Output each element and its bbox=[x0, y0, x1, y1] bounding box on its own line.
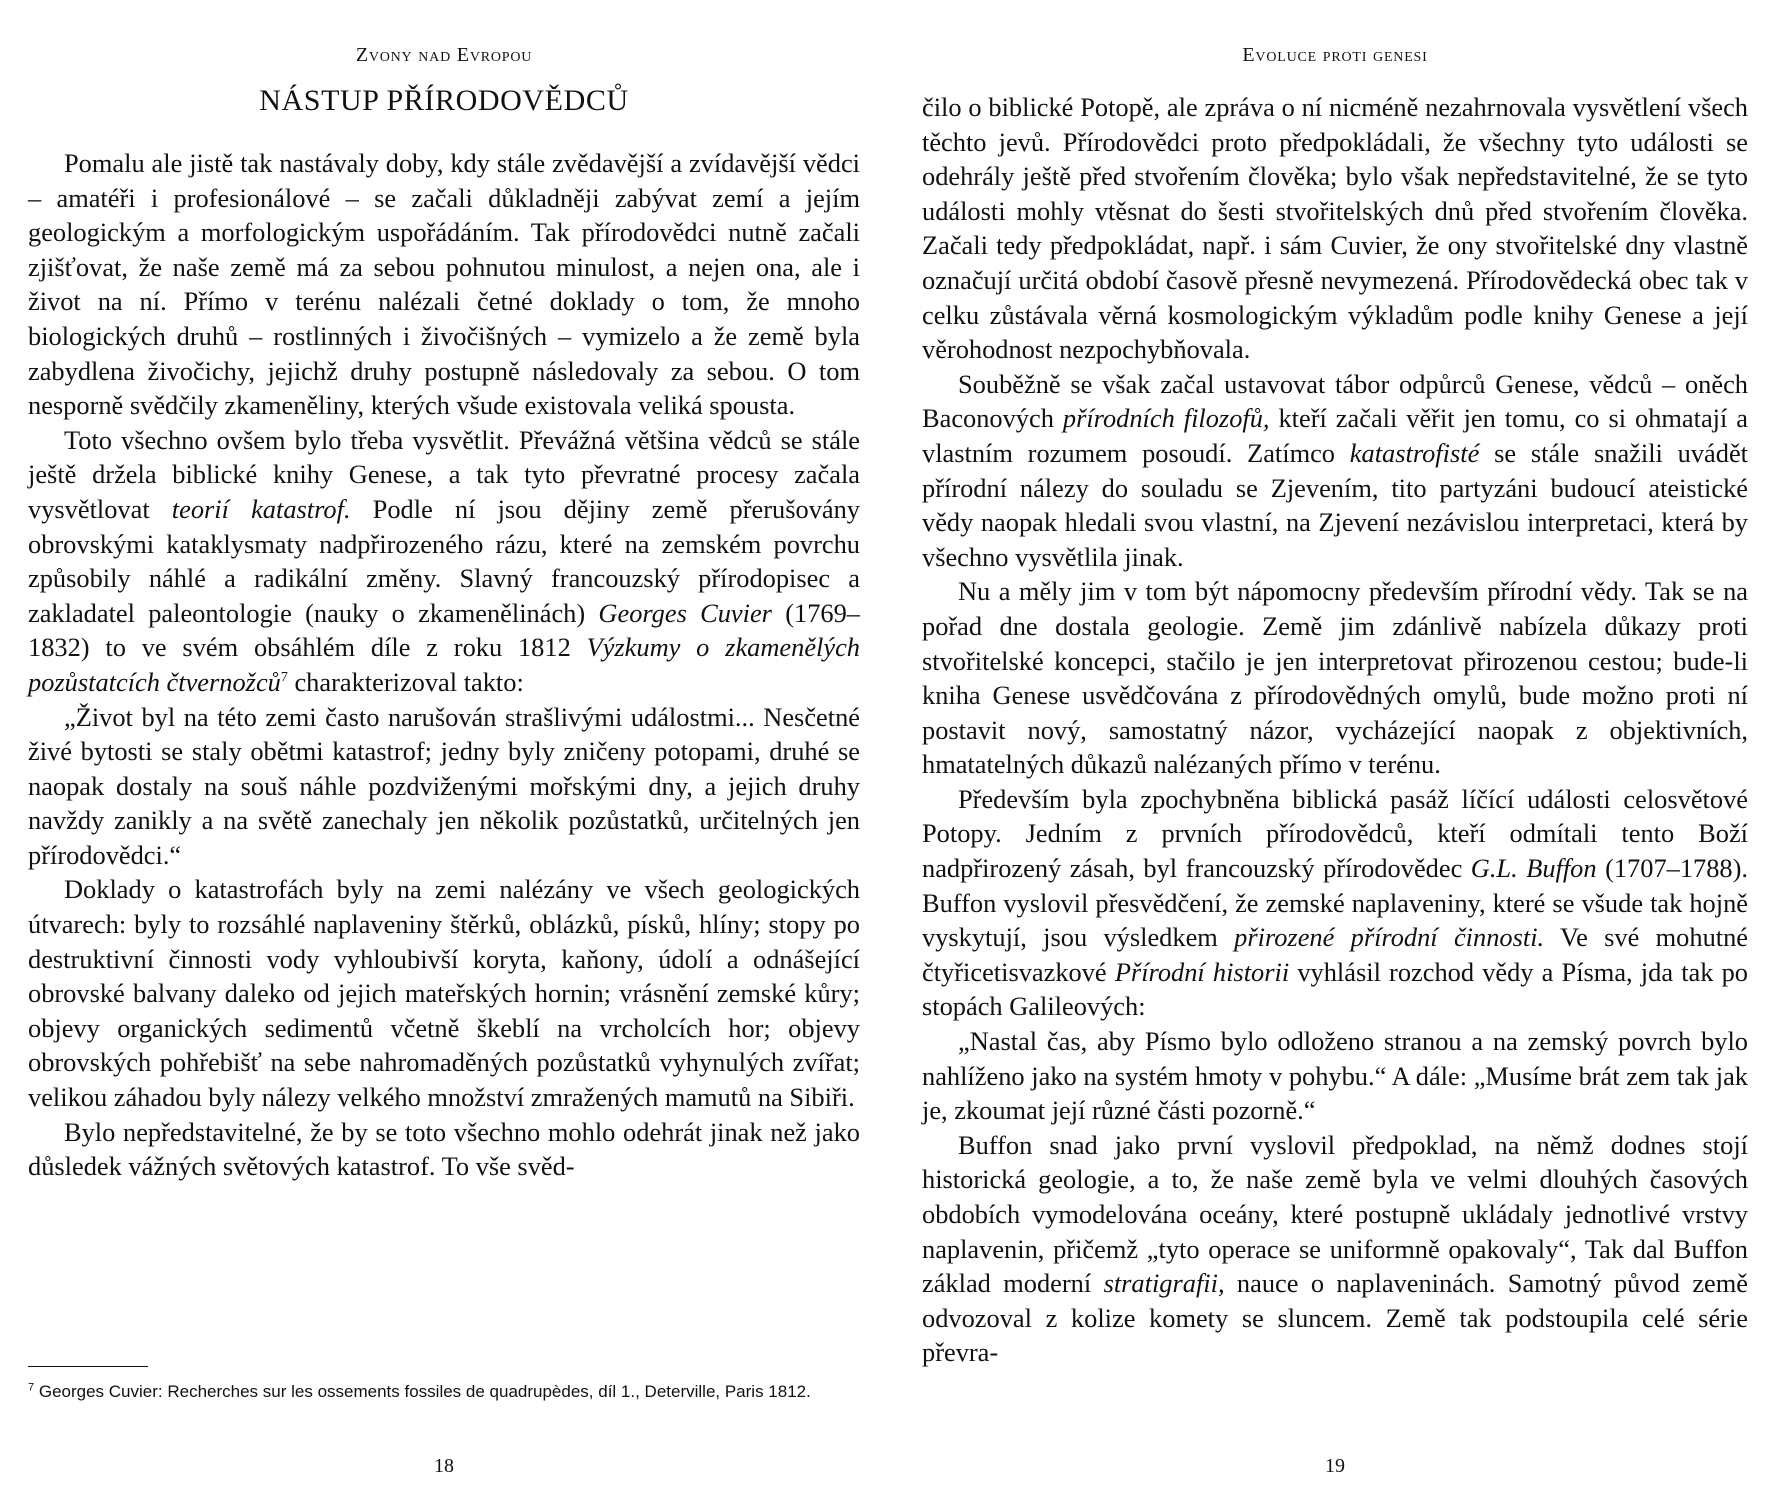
paragraph: Především byla zpochybněna biblická pasáž líčící události celosvětové Potopy. Jedním z prvních přírodovědců, kteří odmítali tento Boží nadpřirozený zásah, byl francouzský přírodovědec G.L. Buffon (1707–1788). Buffon vyslovil přesvědčení, že zemské naplaveniny, které se všude tak hojně vyskytují, jsou výsledkem přirozené přírodní činnosti. Ve své mohutné čtyřicetisvazkové Přírodní historii vyhlásil rozchod vědy a Písma, jda tak po stopách Galileových: bbox=[922, 783, 1749, 1022]
paragraph-continued: čilo o biblické Potopě, ale zpráva o ní nicméně nezahrnovala vysvětlení všech těchto jevů. Přírodovědci proto předpokládali, že všechny tyto události se odehrály ještě před stvořením člověka; bylo však nepředstavitelné, že se tyto události mohly vtěsnat do šesti stvořitelských dnů před stvořením člověka. Začali tedy předpokládat, např. i sám Cuvier, že ony stvořitelské dny vlastně označují určitá období časově přesně nevymezená. Přírodovědecká obec tak v celku zůstávala věrná kosmologickým výkladům podle knihy Genese a její věrohodnost nezpochybňovala. bbox=[922, 92, 1748, 365]
footnote-divider bbox=[28, 1366, 148, 1367]
body-text bbox=[28, 146, 860, 1184]
chapter-title: NÁSTUP PŘÍRODOVĚDCŮ bbox=[259, 84, 629, 117]
paragraph: Pomalu ale jistě tak nastávaly doby, kdy stále zvědavější a zvídavější vědci – amatéři i profesionálové – se začali důkladněji zabývat zemí a jejím geologickým a morfologickým uspořádáním. Tak přírodovědci nutně začali zjišťovat, že naše země má za sebou pohnutou minulost, a nejen ona, ale i život na ní. Přímo v terénu nalézali četné doklady o tom, že mnoho biologických druhů – rostlinných i živočišných – vymizelo a že země byla zabydlena živočichy, jejichž druhy postupně následovaly za sebou. O tom nesporně svědčily zkameněliny, kterých všude existovala veliká spousta. bbox=[28, 148, 860, 421]
right-page bbox=[922, 0, 1748, 1500]
paragraph: Buffon snad jako první vyslovil předpoklad, na němž dodnes stojí historická geologie, a to, že naše země byla ve velmi dlouhých časových obdobích vymodelována oceány, které postupně ukládaly jednotlivé vrstvy naplavenin, přičemž „tyto operace se uniformně opakovaly“, Tak dal Buffon základ moderní stratigrafii, nauce o naplaveninách. Samotný původ země odvozoval z kolize komety se sluncem. Země tak podstoupila celé série převra- bbox=[922, 1129, 1748, 1368]
quotation: „Život byl na této zemi často narušován strašlivými událostmi... Nesčetné živé bytosti se staly obětmi katastrof; jedny byly zničeny potopami, druhé se naopak dostaly na souš náhle pozdviženými mořskými dny, a jejich druhy navždy zanikly a na světě zanechaly jen několik pozůstatků, určitelných jen přírodovědci.“ bbox=[28, 701, 860, 870]
paragraph: Toto všechno ovšem bylo třeba vysvětlit. Převážná většina vědců se stále ještě držela biblické knihy Genese, a tak tyto převratné procesy začala vysvětlovat teorií katastrof. Podle ní jsou dějiny země přerušovány obrovskými kataklysmaty nadpřirozeného rázu, které na zemském povrchu způsobily náhlé a radikální změny. Slavný francouzský přírodopisec a zakladatel paleontologie (nauky o zkamenělinách) Georges Cuvier (1769–1832) to ve svém obsáhlém díle z roku 1812 Výzkumy o zkamenělých pozůstatcích čtvernožců$^7$ charakterizoval takto: bbox=[28, 424, 860, 697]
paragraph: Nu a měly jim v tom být nápomocny především přírodní vědy. Tak se na pořad dne dostala geologie. Země jim zdánlivě nabízela důkazy proti stvořitelské koncepci, stačilo je jen interpretovat přirozenou cestou; bude-li kniha Genese usvědčována z přírodovědných omylů, bude možno proti ní postavit nový, samostatný názor, vycházející naopak z objektivních, hmatatelných důkazů nalézaných přímo v terénu. bbox=[922, 576, 1748, 780]
paragraph: Doklady o katastrofách byly na zemi nalézány ve všech geologických útvarech: byly to rozsáhlé naplaveniny štěrků, oblázků, písků, hlíny; stopy po destruktivní činnosti vody vyhloubivší koryta, kaňony, údolí a odnášející obrovské balvany daleko od jejich mateřských hornin; vrásnění zemské kůry; objevy organických sedimentů včetně škeblí na vrcholcích hor; objevy obrovských pohřebišť na sebe nahromaděných pozůstatků vyhynulých zvířat; velikou záhadou byly nálezy velkého množství zmražených mamutů na Sibiři. bbox=[28, 874, 860, 1113]
paragraph: Bylo nepředstavitelné, že by se toto všechno mohlo odehrát jinak než jako důsledek vážných světových katastrof. To vše svěd- bbox=[28, 1116, 860, 1182]
page-number: 18 bbox=[434, 1455, 454, 1477]
quotation: „Nastal čas, aby Písmo bylo odloženo stranou a na zemský povrch bylo nahlíženo jako na systém hmoty v pohybu.“ A dále: „Musíme brát zem tak jak je, zkoumat její různé části pozorně.“ bbox=[922, 1026, 1748, 1126]
page-number: 19 bbox=[1325, 1455, 1345, 1477]
running-head: Evoluce proti genesi bbox=[1242, 44, 1428, 66]
running-head: Zvony nad Evropou bbox=[355, 44, 533, 66]
footnote-ref: 7 bbox=[280, 670, 288, 686]
left-page bbox=[28, 0, 860, 1500]
paragraph: Souběžně se však začal ustavovat tábor odpůrců Genese, vědců – oněch Baconových přírodních filozofů, kteří začali věřit jen tomu, co si ohmatají a vlastním rozumem posoudí. Zatímco katastrofisté se stále snažili uvádět přírodní nálezy do souladu se Zjevením, tito partyzáni budoucí ateistické vědy naopak hledali svou vlastní, na Zjevení nezávislou interpretaci, která by všechno vysvětlila jinak. bbox=[922, 368, 1749, 572]
footnote-number: 7 bbox=[28, 1381, 35, 1394]
body-text bbox=[922, 90, 1748, 1370]
footnote: $^7$ Georges Cuvier: Recherches sur les ossements fossiles de quadrupèdes, díl 1., Deterville, Paris 1812. bbox=[28, 1381, 811, 1401]
